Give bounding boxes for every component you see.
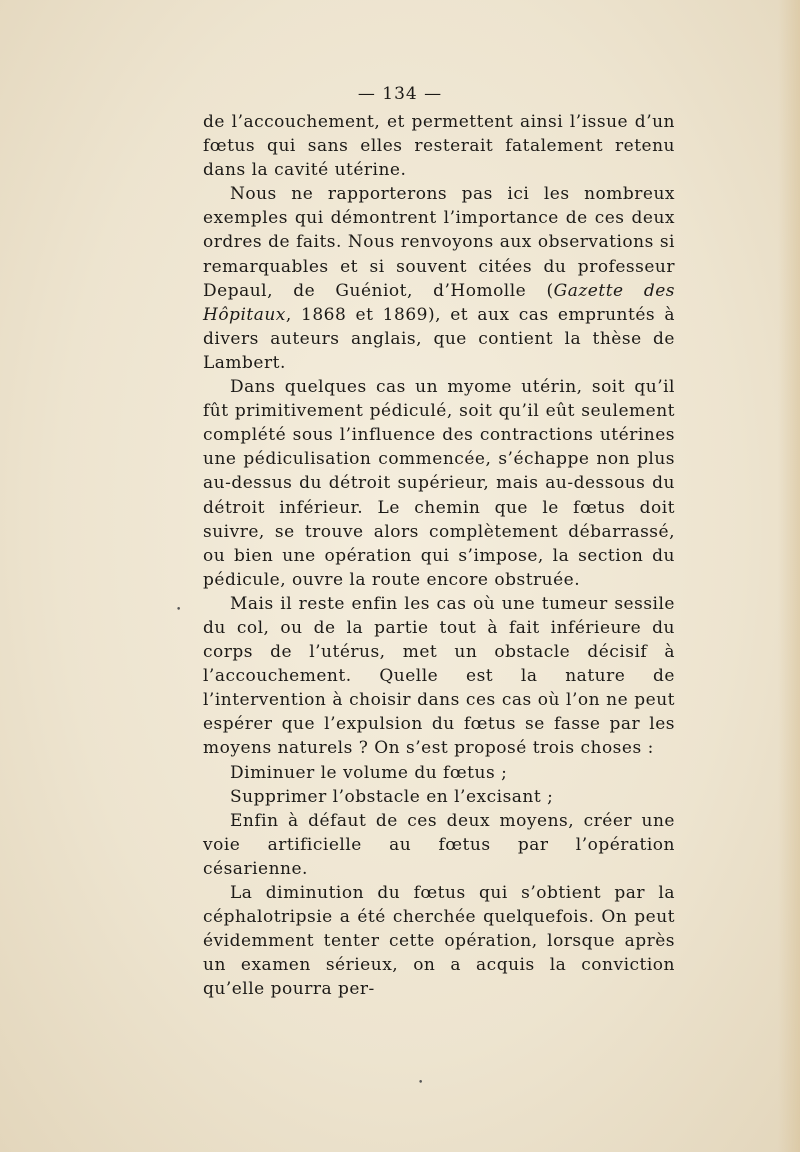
page-number: — 134 — xyxy=(357,84,443,104)
page-edge-shadow xyxy=(778,0,800,1152)
paragraph-2-text: Nous ne rapporterons pas ici les nombreux exemples qui démontrent l’importance de ces deux ordres de faits. Nous renvoyons aux observations si remarquables et si souvent citées du professeur Depaul, de Guéniot, d’Homolle ( xyxy=(203,184,675,301)
journal-title: Gazette des Hôpitaux xyxy=(203,280,675,325)
ink-speck: • xyxy=(176,605,182,615)
list-item-3: Enfin à défaut de ces deux moyens, créer une voie artificielle au fœtus par l’opération césarienne. xyxy=(203,810,675,879)
list-item-1: Diminuer le volume du fœtus ; xyxy=(230,762,508,783)
list-item-2: Supprimer l’obstacle en l’excisant ; xyxy=(230,786,554,807)
paragraph-4: Mais il reste enfin les cas où une tumeur sessile du col, ou de la partie tout à fait inférieure du corps de l’utérus, met un obstacle décisif à l’accouchement. Quelle est la nature de l’intervention à choisir dans ces cas où l’on ne peut espérer que l’expulsion du fœtus se fasse par les moyens naturels ? On s’est proposé trois choses : xyxy=(203,593,675,759)
paragraph-3: Dans quelques cas un myome utérin, soit qu’il fût primitivement pédiculé, soit qu’il eût seulement complété sous l’influence des contractions utérines une pédiculisation commencée, s’échappe non plus au-dessus du détroit supérieur, mais au-dessous du détroit inférieur. Le chemin que le fœtus doit suivre, se trouve alors complètement débarrassé, ou bien une opération qui s’impose, la section du pédicule, ouvre la route encore obstruée. xyxy=(203,377,675,590)
paragraph-5: La diminution du fœtus qui s’obtient par la céphalotripsie a été cherchée quelquefois. On peut évidemment tenter cette opération, lorsque après un examen sérieux, on a acquis la conviction qu’elle pourra per- xyxy=(203,883,675,1000)
body-text xyxy=(203,110,675,1001)
paragraph-2-text-end: , 1868 et 1869), et aux cas empruntés à divers auteurs anglais, que contient la thèse de Lambert. xyxy=(203,304,675,373)
paragraph-2 xyxy=(203,182,675,375)
ink-speck: • xyxy=(418,1078,424,1088)
paragraph-1: de l’accouchement, et permettent ainsi l’issue d’un fœtus qui sans elles resterait fatalement retenu dans la cavité utérine. xyxy=(203,112,675,181)
